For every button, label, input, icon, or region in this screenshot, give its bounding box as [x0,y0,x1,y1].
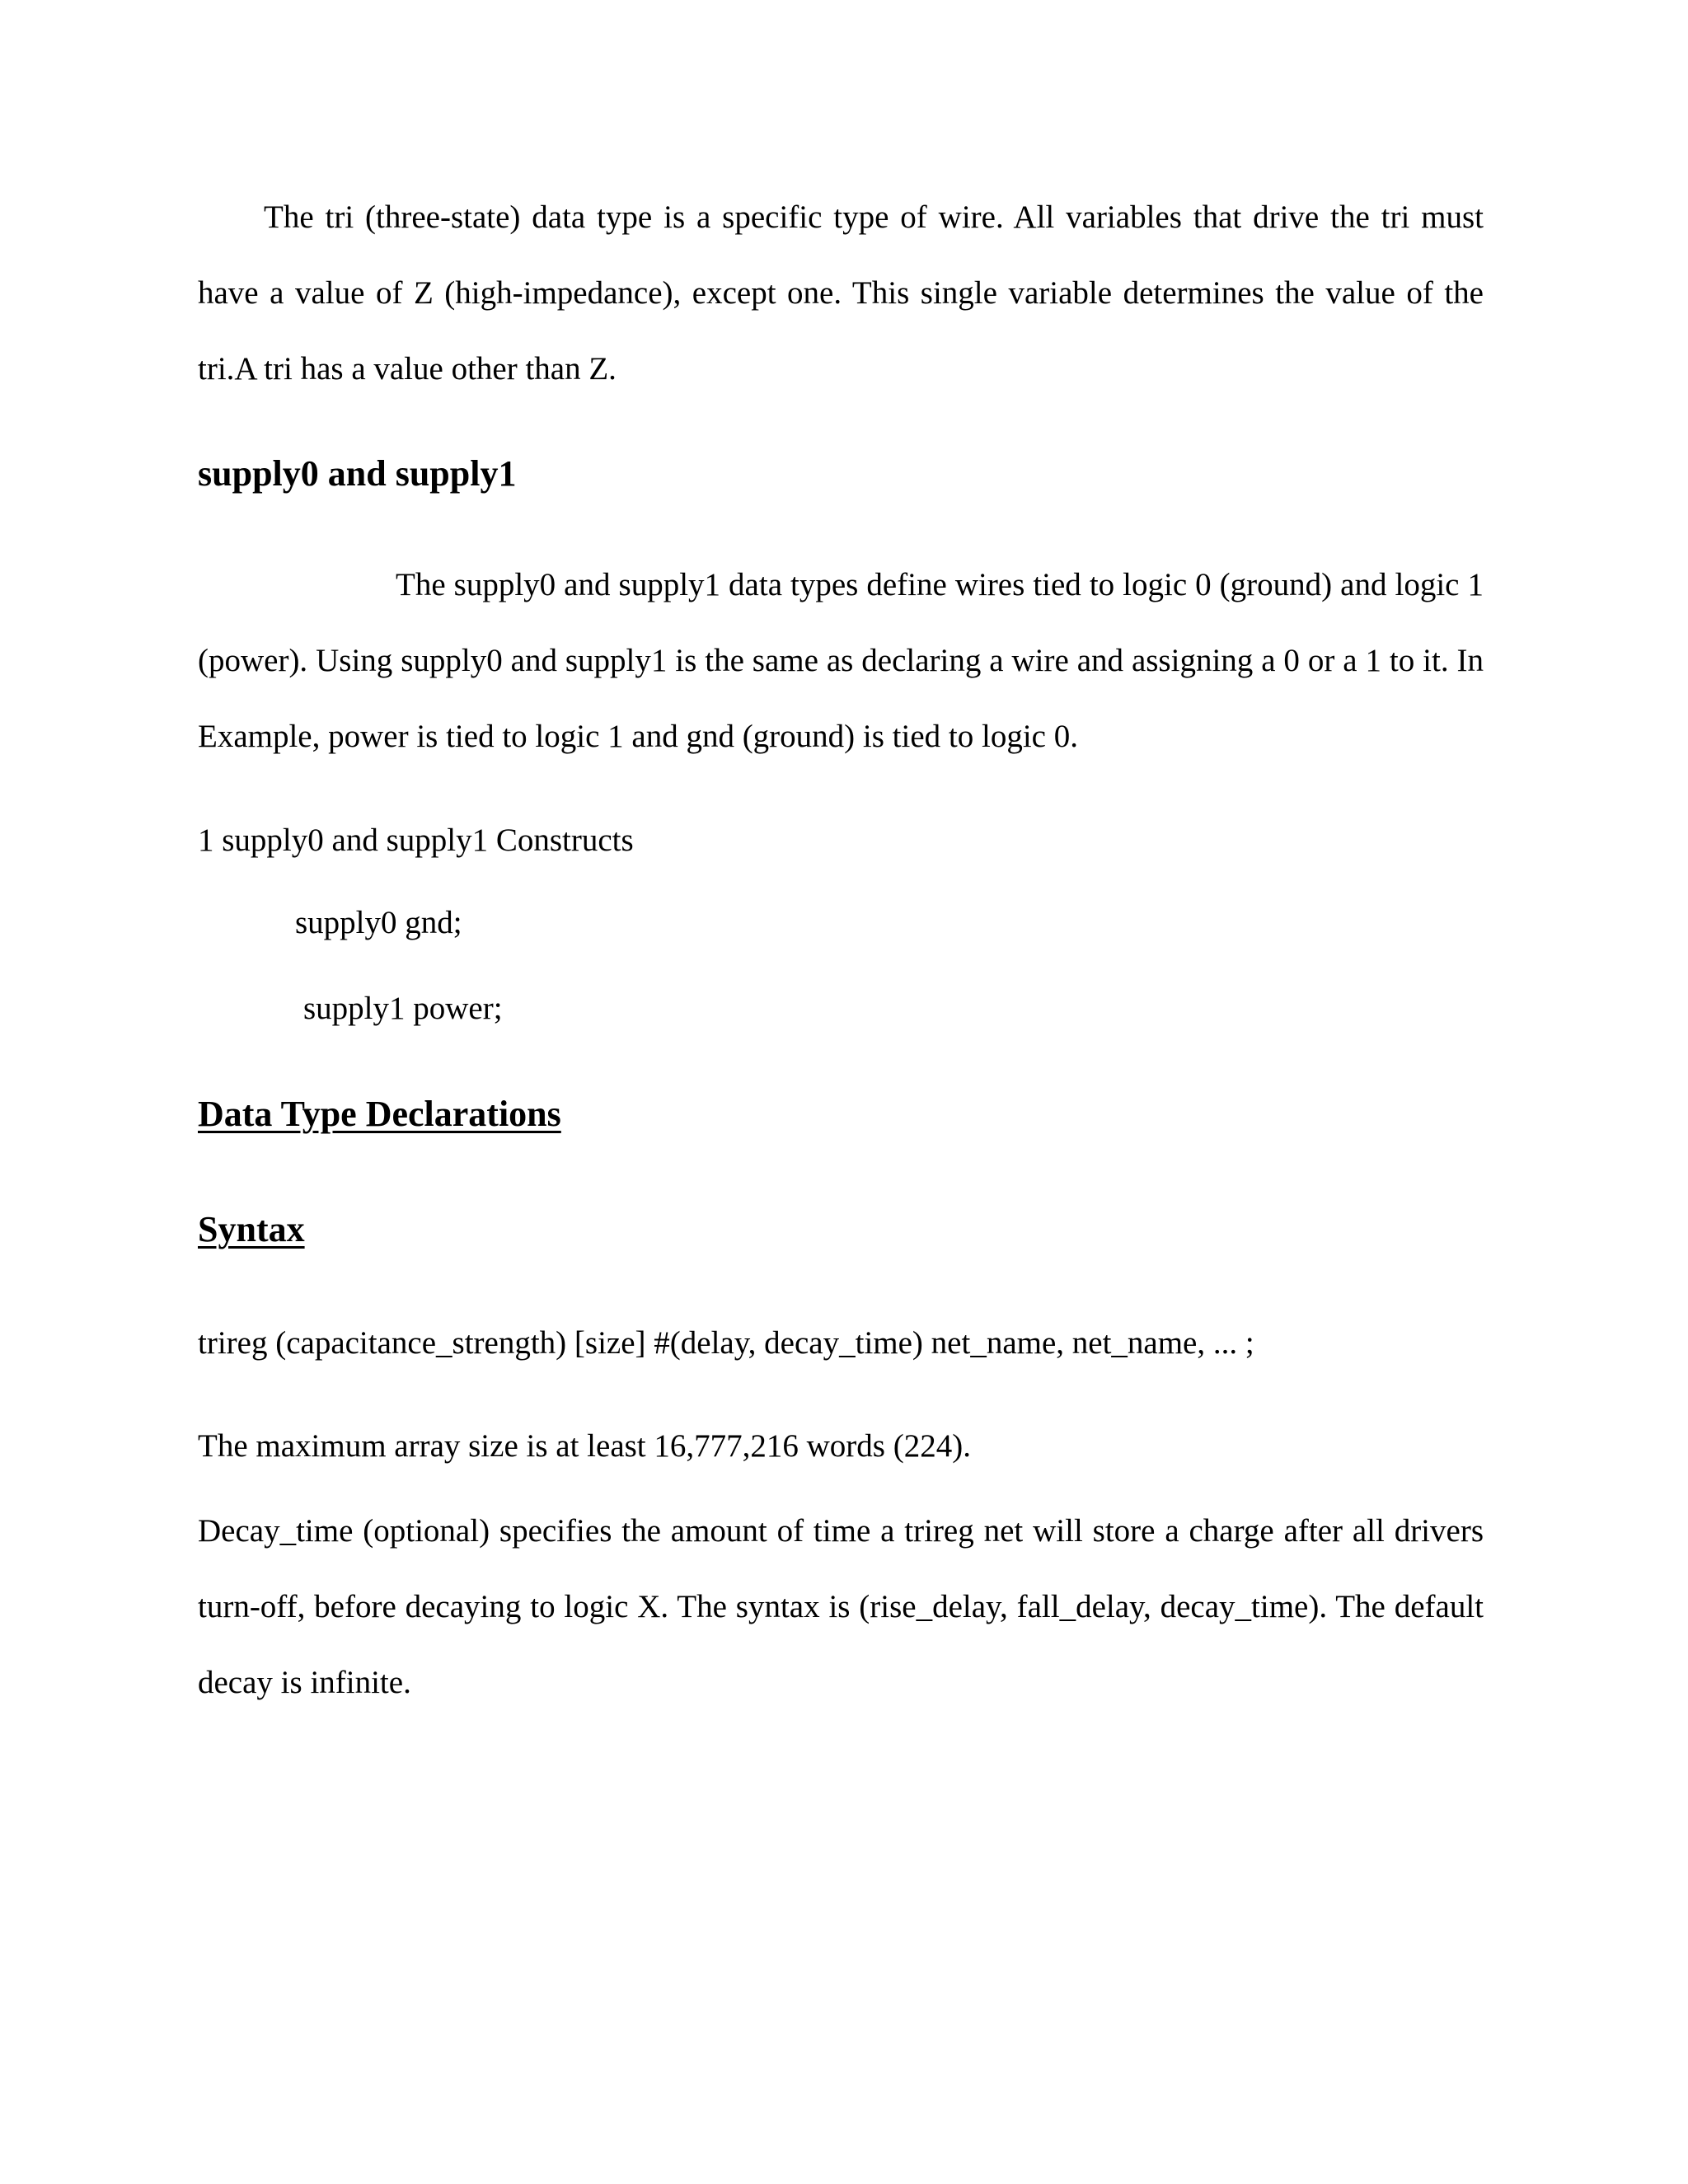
example-code-line-2: supply1 power; [303,991,503,1026]
paragraph-supply-intro: The supply0 and supply1 data types define wires tied to logic 0 (ground) and logic 1 (power). Using supply0 and supply1 is the same as declaring a wire and assigning a 0 or a 1 to it. In Example, power is tied to logic 1 and gnd (ground) is tied to logic 0. [198,567,1484,754]
example-caption: 1 supply0 and supply1 Constructs [198,823,634,858]
heading-supply: supply0 and supply1 [198,453,517,494]
syntax-line: trireg (capacitance_strength) [size] #(delay, decay_time) net_name, net_name, ... ; [198,1325,1254,1361]
heading-syntax [198,1205,1484,1254]
example-code-line-1: supply0 gnd; [295,905,462,940]
paragraph-decay-time: Decay_time (optional) specifies the amount of time a trireg net will store a charge after all drivers turn-off, before decaying to logic X. The syntax is (rise_delay, fall_delay, decay_time). The default decay is infinite. [198,1513,1484,1700]
heading-data-type-declarations [198,1090,1484,1139]
paragraph-max-array: The maximum array size is at least 16,777,216 words (224). [198,1428,971,1464]
paragraph-tri-intro: The tri (three-state) data type is a specific type of wire. All variables that drive the tri must have a value of Z (high-impedance), except one. This single variable determines the value of the tri.A tri has a value other than Z. [198,199,1484,387]
heading-syntax-text: Syntax [198,1209,305,1249]
heading-data-type-declarations-text: Data Type Declarations [198,1094,561,1134]
